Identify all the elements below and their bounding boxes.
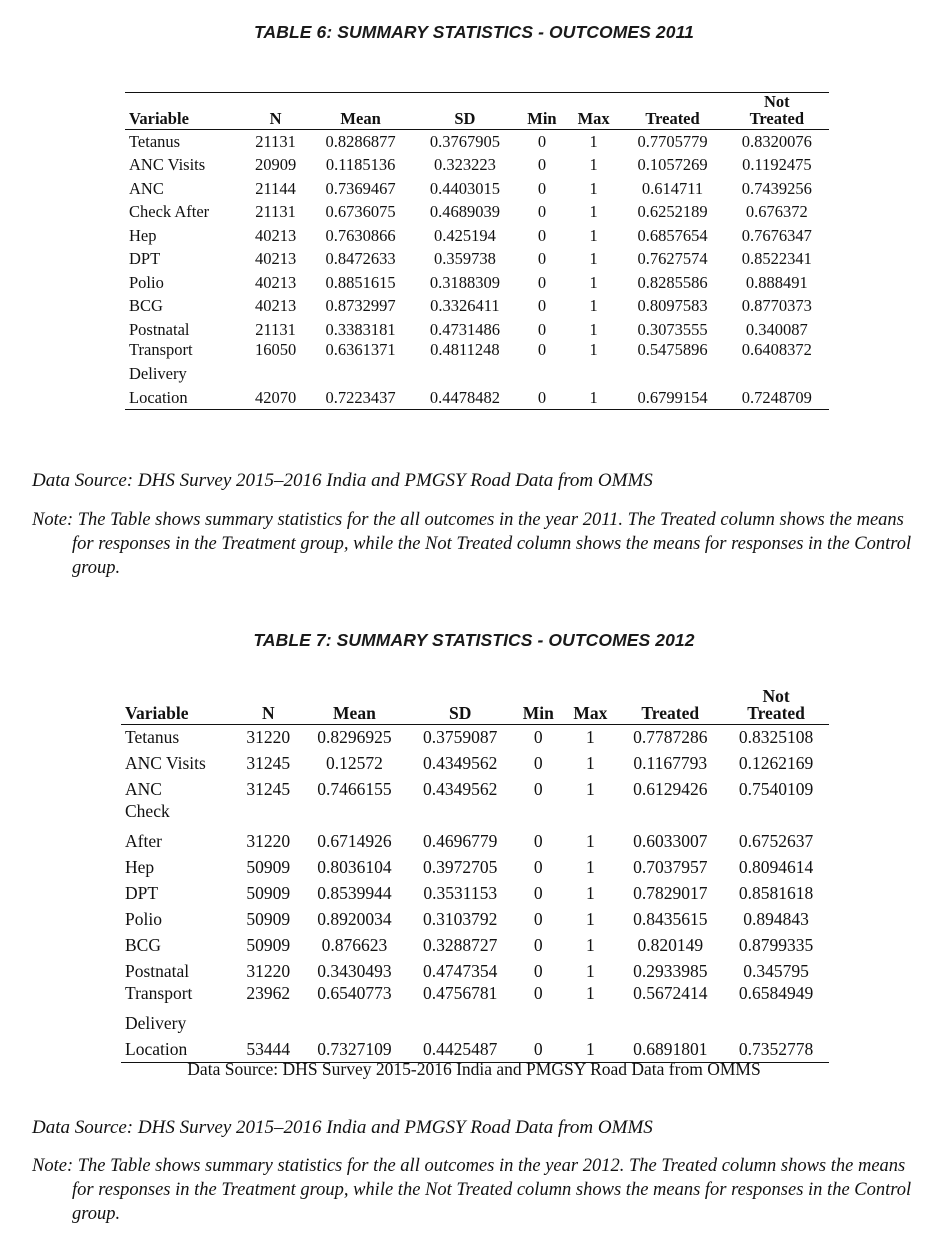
table-cell: 0.8472633: [325, 249, 396, 269]
table-cell: 0.8097583: [637, 296, 708, 316]
table-cell: 0.4349562: [423, 753, 498, 773]
table-cell: After: [125, 831, 162, 851]
table-cell: 0.7369467: [325, 178, 396, 198]
table-cell: 0.425194: [433, 225, 496, 245]
table-row: [125, 153, 829, 177]
table-cell: [513, 803, 563, 829]
table-row: [125, 271, 829, 295]
table-cell: 0: [537, 340, 547, 359]
table-row: [125, 386, 829, 410]
table-cell: 0.6752637: [738, 831, 814, 851]
table-cell: 0.7829017: [633, 883, 708, 903]
table6-header: [125, 93, 829, 130]
table-cell: 1: [589, 272, 598, 292]
table6-data-source: Data Source: DHS Survey 2015–2016 India and PMGSY Road Data from OMMS: [32, 470, 653, 491]
table-cell: 0.7248709: [741, 387, 812, 407]
table-cell: 0.3531153: [423, 883, 498, 903]
table-cell: [235, 1011, 301, 1037]
table-cell: 0: [533, 727, 543, 748]
table-cell: [563, 1011, 617, 1037]
table-cell: Location: [129, 387, 188, 407]
table-cell: 0.6408372: [741, 340, 812, 359]
table-cell: 0.8770373: [741, 296, 812, 316]
table-row: [121, 725, 829, 751]
table-cell: 0.8581618: [738, 883, 814, 903]
table-cell: Transport: [125, 982, 193, 1003]
table-cell: [302, 1011, 408, 1037]
table-cell: Postnatal: [129, 319, 190, 339]
table-cell: 40213: [254, 296, 297, 316]
table-cell: Hep: [125, 857, 155, 877]
table-cell: Postnatal: [125, 961, 190, 981]
table-cell: DPT: [125, 883, 159, 903]
table-cell: 0.3073555: [637, 319, 708, 339]
table-row: [121, 959, 829, 985]
table-cell: 0.1057269: [637, 155, 708, 175]
table-cell: 0.7037957: [633, 857, 708, 877]
column-header: Min: [527, 109, 557, 128]
table-cell: 1: [589, 296, 598, 316]
table7-inner-data-source: Data Source: DHS Survey 2015-2016 India and PMGSY Road Data from OMMS: [187, 1059, 761, 1079]
table-cell: 0.7705779: [637, 132, 708, 151]
table-cell: Hep: [129, 225, 157, 245]
table-row: [125, 130, 829, 154]
table-cell: 0.7439256: [741, 178, 812, 198]
column-header: Variable: [129, 109, 189, 128]
table7-header: [121, 688, 829, 725]
column-header: SD: [449, 703, 472, 723]
table-cell: [617, 1011, 723, 1037]
table-cell: 0.6857654: [637, 225, 708, 245]
table-cell: 16050: [254, 340, 297, 359]
table-cell: 0.8285586: [637, 272, 708, 292]
table-row: [121, 855, 829, 881]
table-cell: ANC Visits: [125, 753, 206, 773]
table-cell: 0.7676347: [741, 225, 812, 245]
table-row: [121, 933, 829, 959]
table-cell: 1: [589, 387, 598, 407]
table-cell: [567, 362, 621, 386]
table-cell: 1: [589, 225, 598, 245]
table-cell: [617, 803, 723, 829]
table-cell: 0.676372: [745, 202, 808, 222]
table-cell: 0.894843: [743, 909, 809, 929]
table-cell: 1: [585, 909, 595, 929]
table-cell: 21144: [255, 178, 296, 198]
table-cell: 0.8522341: [741, 249, 812, 269]
table-cell: 0.345795: [743, 961, 809, 981]
table-cell: 1: [589, 178, 598, 198]
table-cell: 1: [585, 961, 595, 981]
column-header: N: [269, 109, 282, 128]
column-header: Not Treated: [749, 92, 804, 128]
table-cell: 0.4349562: [423, 779, 498, 799]
table-cell: 31245: [246, 753, 291, 773]
table-cell: 0.8539944: [317, 883, 392, 903]
table-cell: [723, 803, 829, 829]
table7-summary-stats: [121, 688, 829, 1063]
table-cell: 0.3767905: [429, 132, 500, 151]
table-row: [121, 751, 829, 777]
column-header: Max: [573, 703, 608, 723]
table-cell: 0.8320076: [741, 132, 812, 151]
table6-note: Note: The Table shows summary statistics for the all outcomes in the year 2011. The Treated column shows the means for responses in the Treatment group, while the Not Treated column shows the means for responses in the Control group.: [32, 510, 912, 578]
table-cell: [723, 1011, 829, 1037]
table-cell: 0.820149: [637, 935, 704, 955]
table-cell: 31220: [246, 727, 291, 748]
table-cell: 1: [589, 319, 598, 339]
table6-body: [125, 130, 829, 410]
table-cell: Polio: [125, 909, 162, 929]
table-cell: 0.6736075: [325, 202, 396, 222]
table-row: [125, 247, 829, 271]
table-cell: 31220: [246, 961, 291, 981]
table-cell: 1: [589, 340, 598, 359]
table-cell: [620, 362, 724, 386]
table-cell: 0.1167793: [633, 753, 708, 773]
table-cell: 0.4731486: [429, 319, 500, 339]
table-cell: 1: [585, 1038, 595, 1059]
table-cell: 0: [537, 225, 547, 245]
table-cell: 0.4696779: [423, 831, 498, 851]
table-cell: [308, 362, 412, 386]
table-cell: 0: [533, 1038, 543, 1059]
table-cell: 1: [589, 132, 598, 151]
table-cell: 0.340087: [745, 319, 808, 339]
table-cell: 0: [533, 779, 543, 799]
table-cell: 0.3326411: [430, 296, 500, 316]
table-cell: 0.1192475: [742, 155, 812, 175]
table-row: [121, 829, 829, 855]
table-cell: 0: [533, 831, 543, 851]
table-cell: 0.12572: [325, 753, 383, 773]
table-cell: [725, 362, 829, 386]
table-row: [125, 362, 829, 386]
table-cell: 0: [533, 961, 543, 981]
table-cell: 1: [589, 155, 598, 175]
table-cell: 0: [533, 883, 543, 903]
table-row: [121, 881, 829, 907]
table-cell: 0.6891801: [633, 1038, 708, 1059]
table-cell: 53444: [246, 1038, 291, 1059]
table-cell: 0.5672414: [633, 982, 708, 1003]
table-row: [121, 803, 829, 829]
table-cell: 0.3288727: [423, 935, 498, 955]
table-row: [121, 907, 829, 933]
table-row: [121, 985, 829, 1011]
table-cell: 31220: [246, 831, 291, 851]
table-cell: [302, 803, 408, 829]
table7-body: [121, 725, 829, 1063]
table-cell: ANC Visits: [129, 155, 206, 175]
table-cell: 0.323223: [433, 155, 496, 175]
table-cell: 0.4403015: [429, 178, 500, 198]
table-cell: [413, 362, 517, 386]
table-cell: 1: [585, 727, 595, 748]
table-cell: 0.6129426: [633, 779, 708, 799]
table-cell: 0.7627574: [637, 249, 708, 269]
table-cell: Delivery: [129, 363, 187, 383]
table-cell: [235, 803, 301, 829]
table-cell: 0.359738: [433, 249, 496, 269]
table-cell: 50909: [246, 883, 291, 903]
table-cell: 0.8920034: [317, 909, 392, 929]
table-cell: 0.7223437: [325, 387, 396, 407]
table-cell: 0: [537, 296, 547, 316]
table-cell: 0.7466155: [317, 779, 392, 799]
table-row: [125, 341, 829, 362]
table-cell: 0.6252189: [637, 202, 708, 222]
table-cell: 50909: [246, 935, 291, 955]
table-cell: 0.8286877: [325, 132, 396, 151]
column-header: Max: [577, 109, 610, 128]
table-cell: 0.3430493: [317, 961, 392, 981]
table-cell: 0.4425487: [423, 1038, 498, 1059]
table-cell: 0.7327109: [317, 1038, 392, 1059]
table-cell: 0.8851615: [325, 272, 396, 292]
table-cell: 0.8732997: [325, 296, 396, 316]
table-cell: 1: [585, 857, 595, 877]
table-cell: 40213: [254, 272, 297, 292]
column-header: Treated: [645, 109, 700, 128]
table-cell: Polio: [129, 272, 164, 292]
table7-note: Note: The Table shows summary statistics for the all outcomes in the year 2012. The Treated column shows the means for responses in the Treatment group, while the Not Treated column shows the means for responses in the Control group.: [32, 1156, 912, 1224]
table-row: [121, 1011, 829, 1037]
table-cell: Check: [125, 800, 170, 821]
table-cell: 1: [585, 982, 595, 1003]
table-cell: BCG: [129, 296, 163, 316]
table-cell: 0: [537, 319, 547, 339]
column-header: Treated: [641, 703, 700, 723]
table-cell: 0.7352778: [738, 1038, 814, 1059]
table-row: [125, 318, 829, 342]
column-header: Mean: [333, 703, 376, 723]
table-cell: [513, 1011, 563, 1037]
table-cell: 0.4811248: [430, 340, 500, 359]
table-cell: 0.2933985: [633, 961, 708, 981]
table-cell: 40213: [254, 249, 297, 269]
table-cell: 0.6540773: [317, 982, 392, 1003]
table-cell: 0.1185136: [325, 155, 396, 175]
table-cell: Location: [125, 1038, 188, 1059]
table-cell: 0.8435615: [633, 909, 708, 929]
table-cell: 0.7630866: [325, 225, 396, 245]
table-cell: 1: [585, 883, 595, 903]
table-cell: 50909: [246, 857, 291, 877]
table-cell: 0.6714926: [317, 831, 392, 851]
table-cell: 0: [533, 935, 543, 955]
table-cell: 0.1262169: [738, 753, 814, 773]
table-cell: 40213: [254, 225, 297, 245]
column-header: Not Treated: [747, 686, 805, 723]
table-cell: 0: [537, 155, 547, 175]
table-cell: [407, 803, 513, 829]
column-header: SD: [454, 109, 476, 128]
table-cell: 0: [537, 387, 547, 407]
table6-summary-stats: [125, 92, 829, 410]
table-cell: 0: [537, 272, 547, 292]
table-row: [121, 777, 829, 803]
table-cell: 23962: [246, 982, 291, 1003]
table-cell: 1: [585, 831, 595, 851]
table-row: [125, 294, 829, 318]
table-cell: 0.3972705: [423, 857, 498, 877]
table-cell: 0.614711: [641, 178, 704, 198]
column-header: Variable: [125, 703, 189, 723]
table-cell: 0.3188309: [429, 272, 500, 292]
column-header: N: [261, 703, 275, 723]
table-cell: DPT: [129, 249, 161, 269]
table-cell: 1: [585, 935, 595, 955]
table-cell: 0: [533, 909, 543, 929]
table-cell: 0.8296925: [317, 727, 392, 748]
table-cell: 0: [537, 132, 547, 151]
table-cell: Transport: [129, 340, 193, 359]
table-row: [125, 224, 829, 248]
table-cell: 21131: [255, 132, 296, 151]
table-cell: 0.7787286: [633, 727, 708, 748]
table-cell: 0: [533, 753, 543, 773]
table-cell: 50909: [246, 909, 291, 929]
table-cell: 0.876623: [321, 935, 388, 955]
table-cell: 20909: [254, 155, 297, 175]
table-cell: 1: [585, 779, 595, 799]
table-cell: 1: [585, 753, 595, 773]
table-cell: BCG: [125, 935, 161, 955]
table-cell: 31245: [246, 779, 291, 799]
table-cell: 0: [537, 178, 547, 198]
table-cell: 1: [589, 249, 598, 269]
table7-caption: TABLE 7: SUMMARY STATISTICS - OUTCOMES 2012: [253, 630, 695, 650]
table-cell: 0: [537, 202, 547, 222]
table-cell: 0.5475896: [637, 340, 708, 359]
table-cell: 0: [533, 982, 543, 1003]
table-cell: 21131: [255, 319, 296, 339]
table-cell: [563, 803, 617, 829]
table-cell: 0.6361371: [325, 340, 396, 359]
table-cell: 0.3103792: [423, 909, 498, 929]
table-cell: 0.8325108: [738, 727, 814, 748]
table-cell: Tetanus: [125, 727, 180, 748]
table-cell: 0.4478482: [429, 387, 500, 407]
table-cell: ANC: [125, 779, 162, 799]
table-cell: 0.8094614: [738, 857, 814, 877]
table-cell: 1: [589, 202, 598, 222]
table-cell: Delivery: [125, 1012, 187, 1033]
table-cell: [243, 362, 309, 386]
table-row: [125, 177, 829, 201]
table-cell: 0.6033007: [633, 831, 708, 851]
table-cell: 0: [533, 857, 543, 877]
table-cell: 0.6584949: [738, 982, 814, 1003]
column-header: Mean: [340, 109, 381, 128]
table-cell: [407, 1011, 513, 1037]
table-cell: 0.3759087: [423, 727, 498, 748]
table-cell: 42070: [254, 387, 297, 407]
table-cell: [517, 362, 567, 386]
table-cell: Check After: [129, 202, 210, 222]
table-cell: 0.8036104: [317, 857, 392, 877]
table-cell: 0.3383181: [325, 319, 396, 339]
table6-caption: TABLE 6: SUMMARY STATISTICS - OUTCOMES 2011: [254, 22, 694, 42]
table-cell: 0.4689039: [429, 202, 500, 222]
table-cell: ANC: [129, 178, 164, 198]
table-cell: 21131: [255, 202, 296, 222]
table-cell: 0.8799335: [738, 935, 814, 955]
table-cell: 0.4747354: [423, 961, 498, 981]
column-header: Min: [522, 703, 554, 723]
table-row: [125, 200, 829, 224]
table-cell: 0.888491: [745, 272, 808, 292]
table-cell: 0.4756781: [423, 982, 498, 1003]
table-cell: 0: [537, 249, 547, 269]
table-cell: 0.6799154: [637, 387, 708, 407]
table7-data-source: Data Source: DHS Survey 2015–2016 India and PMGSY Road Data from OMMS: [32, 1117, 653, 1138]
table-cell: Tetanus: [129, 132, 181, 151]
table-cell: 0.7540109: [738, 779, 814, 799]
